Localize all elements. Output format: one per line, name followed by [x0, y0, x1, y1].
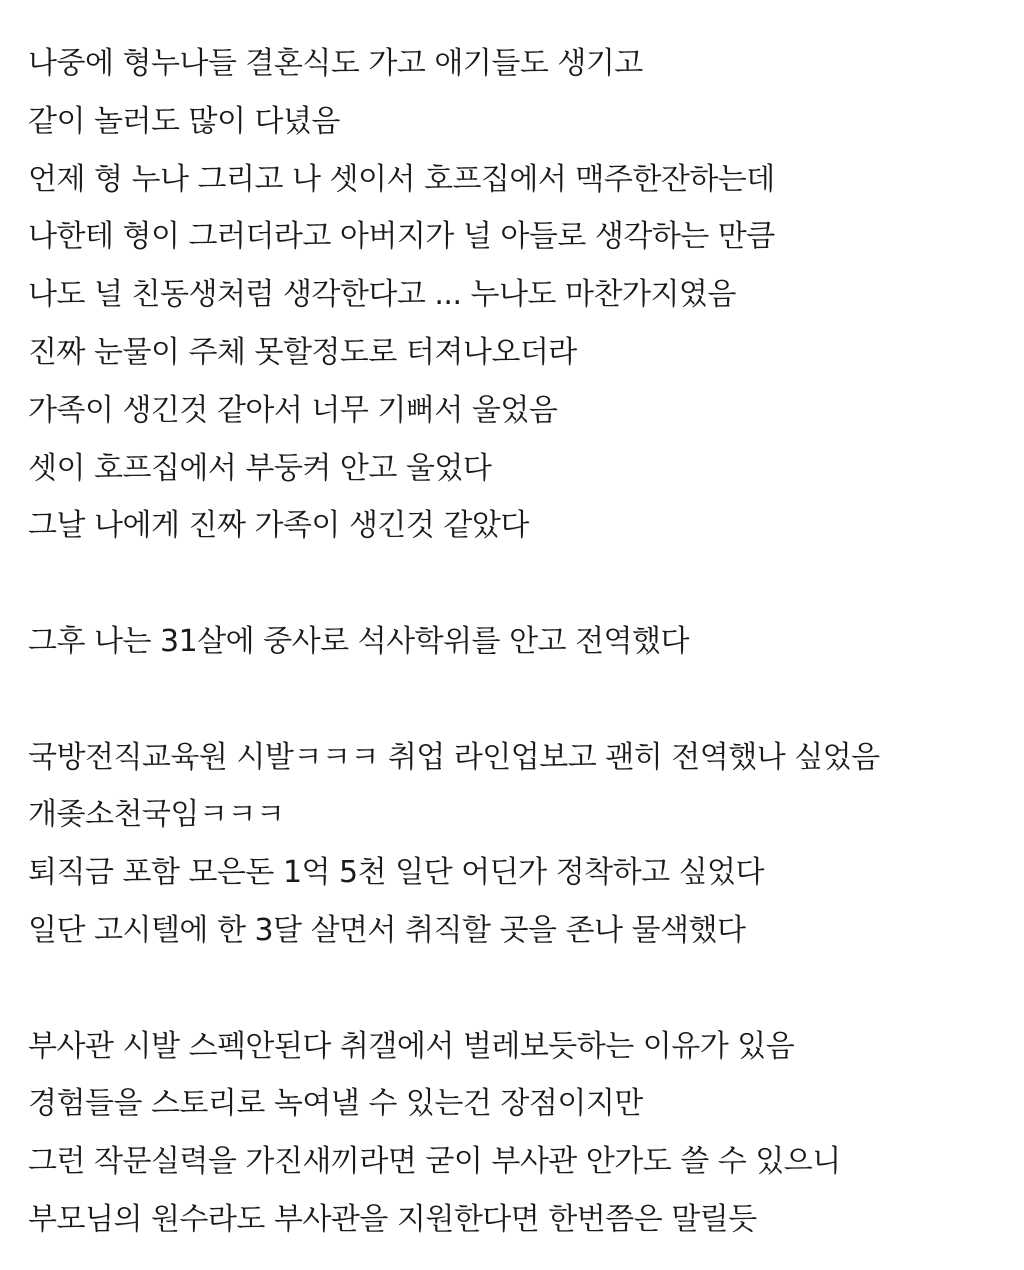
- paragraph-spacer: [28, 671, 1008, 729]
- paragraph-spacer: [28, 555, 1008, 613]
- text-line: 나중에 형누나들 결혼식도 가고 애기들도 생기고: [28, 46, 643, 81]
- paragraph-1: [28, 35, 1008, 555]
- text-line: 일단 고시텔에 한 3달 살면서 취직할 곳을 존나 물색했다: [28, 912, 746, 948]
- text-line: 나도 널 친동생처럼 생각한다고 ... 누나도 마찬가지였음: [28, 277, 736, 313]
- text-line: 그날 나에게 진짜 가족이 생긴것 같았다: [28, 508, 529, 544]
- text-line: 부모님의 원수라도 부사관을 지원한다면 한번쯤은 말릴듯: [28, 1201, 757, 1237]
- text-document: [28, 35, 1008, 1249]
- paragraph-3: [28, 729, 1008, 960]
- text-line: 진짜 눈물이 주체 못할정도로 터져나오더라: [28, 334, 577, 370]
- paragraph-spacer: [28, 960, 1008, 1018]
- paragraph-2: [28, 613, 1008, 671]
- text-line: 나한테 형이 그러더라고 아버지가 널 아들로 생각하는 만큼: [28, 219, 775, 255]
- text-line: 국방전직교육원 시발ㅋㅋㅋ 취업 라인업보고 괜히 전역했나 싶었음: [28, 739, 880, 775]
- text-line: 셋이 호프집에서 부둥켜 안고 울었다: [28, 450, 492, 486]
- text-line: 부사관 시발 스펙안된다 취갤에서 벌레보듯하는 이유가 있음: [28, 1028, 795, 1064]
- text-line: 경험들을 스토리로 녹여낼 수 있는건 장점이지만: [28, 1086, 643, 1122]
- paragraph-4: [28, 1018, 1008, 1249]
- text-line: 그런 작문실력을 가진새끼라면 굳이 부사관 안가도 쓸 수 있으니: [28, 1144, 841, 1180]
- text-line: 언제 형 누나 그리고 나 셋이서 호프집에서 맥주한잔하는데: [28, 161, 775, 197]
- text-line: 그후 나는 31살에 중사로 석사학위를 안고 전역했다: [28, 623, 689, 659]
- text-line: 퇴직금 포함 모은돈 1억 5천 일단 어딘가 정착하고 싶었다: [28, 855, 765, 891]
- text-line: 가족이 생긴것 같아서 너무 기뻐서 울었음: [28, 392, 558, 428]
- text-line: 개좆소천국임ㅋㅋㅋ: [28, 797, 285, 833]
- text-line: 같이 놀러도 많이 다녔음: [28, 103, 340, 139]
